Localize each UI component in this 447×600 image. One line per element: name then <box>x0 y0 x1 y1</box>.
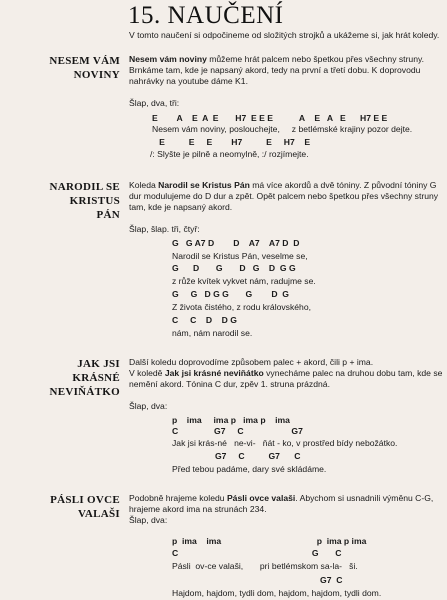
chord-line: C G7 C G7 <box>172 426 303 436</box>
lyric-line: Z života čistého, z rodu královského, <box>172 302 311 312</box>
section-heading-jak-jsi-krasne-nevinatko <box>0 357 120 399</box>
heading-line: KRISTUS <box>69 195 120 207</box>
section-description <box>129 493 447 515</box>
heading-line: VALAŠI <box>78 508 120 520</box>
desc-text: Koleda <box>129 180 159 190</box>
heading-line: NEVIŇÁTKO <box>49 386 120 398</box>
chord-line: G7 C G7 C <box>172 451 301 461</box>
heading-line: NOVINY <box>73 69 120 81</box>
lyric-line: z růže kvítek vykvet nám, radujme se. <box>172 276 316 286</box>
desc-text: . Abychom si usnadnili výměnu C-G, hrajeme akord ima na strunách 234. <box>129 493 434 514</box>
picking-line: p ima ima p ima p ima <box>172 415 290 425</box>
lyric-line: Jak jsi krás-né ne-vi- ňát - ko, v prostřed bídy nebožátko. <box>172 438 398 448</box>
desc-text: vynecháme palec na druhou dobu tam, kde se nemění akord. Tónina C dur, zpěv 1. struna prázdná. <box>129 368 443 389</box>
section-description <box>129 180 447 213</box>
desc-text: má více akordů a dvě tóniny. Z původní tóniny G dur modulujeme do D dur a zpět. Opět palcem nebo špetkou přes všechny struny tam, kde je napsaný akord. <box>129 180 439 212</box>
lyric-line: /: Slyšte je pilně a neomylně, :/ rozjímejte. <box>150 149 309 159</box>
lyric-line: Pásli ov-ce valaši, pri betlémskom sa-la- ši. <box>172 561 358 571</box>
song-name: Narodil se Kristus Pán <box>158 180 250 190</box>
heading-line: NARODIL SE <box>49 181 120 193</box>
lyric-line: Nesem vám noviny, poslouchejte, z betlémské krajiny pozor dejte. <box>152 124 413 134</box>
chord-line: E A E A E H7 E E E A E A E H7 E E <box>152 113 388 123</box>
beat-instruction: Šlap, dva: <box>129 401 168 411</box>
song-name: Pásli ovce valaši <box>226 493 296 503</box>
desc-text: můžeme hrát palcem nebo špetkou přes všechny struny. Brnkáme tam, kde je napsaný akord, tedy na první a třetí dobu. K doprovodu nahrávky na youtube dáme K1. <box>129 54 425 86</box>
heading-line: PÁSLI OVCE <box>50 494 120 506</box>
section-description <box>129 357 447 390</box>
section-heading-nesem-vam-noviny <box>0 54 120 82</box>
desc-text: Další koledu doprovodíme způsobem palec + akord, čili p + ima. V koledě <box>129 357 374 378</box>
chord-line: G7 C <box>172 575 343 585</box>
beat-instruction: Šlap, šlap. tři, čtyř: <box>129 224 200 234</box>
section-heading-narodil-se-kristus-pan <box>0 180 120 222</box>
chord-line: G G D G G G D G <box>172 289 289 299</box>
beat-instruction: Šlap, dva: <box>129 515 168 525</box>
song-name: Nesem vám noviny <box>129 54 207 64</box>
section-description <box>129 54 447 87</box>
chord-line: C C D D G <box>172 315 237 325</box>
heading-line: KRÁSNÉ <box>72 372 120 384</box>
intro-text: V tomto naučení si odpočineme od složitých strojků a ukážeme si, jak hrát koledy. <box>129 30 440 40</box>
beat-instruction: Šlap, dva, tři: <box>129 98 180 108</box>
lyric-line: Hajdom, hajdom, tydli dom, hajdom, hajdom, tydli dom. <box>172 588 382 598</box>
lyric-line: Narodil se Kristus Pán, veselme se, <box>172 251 308 261</box>
picking-line: p ima ima p ima p ima <box>172 536 367 546</box>
chord-line: E E E H7 E H7 E <box>152 137 311 147</box>
song-name: Jak jsi krásné neviňátko <box>164 368 264 378</box>
heading-line: NESEM VÁM <box>49 55 120 67</box>
desc-text: Podobně hrajeme koledu <box>129 493 227 503</box>
chord-line: C G C <box>172 548 342 558</box>
lyric-line: nám, nám narodil se. <box>172 328 253 338</box>
chord-line: G D G D G D G G <box>172 263 296 273</box>
lyric-line: Před tebou padáme, dary své skládáme. <box>172 464 327 474</box>
section-heading-pasli-ovce-valasi <box>0 493 120 521</box>
page-title: 15. NAUČENÍ <box>128 2 284 29</box>
heading-line: PÁN <box>96 209 120 221</box>
heading-line: JAK JSI <box>77 358 120 370</box>
chord-line: G G A7 D D A7 A7 D D <box>172 238 300 248</box>
